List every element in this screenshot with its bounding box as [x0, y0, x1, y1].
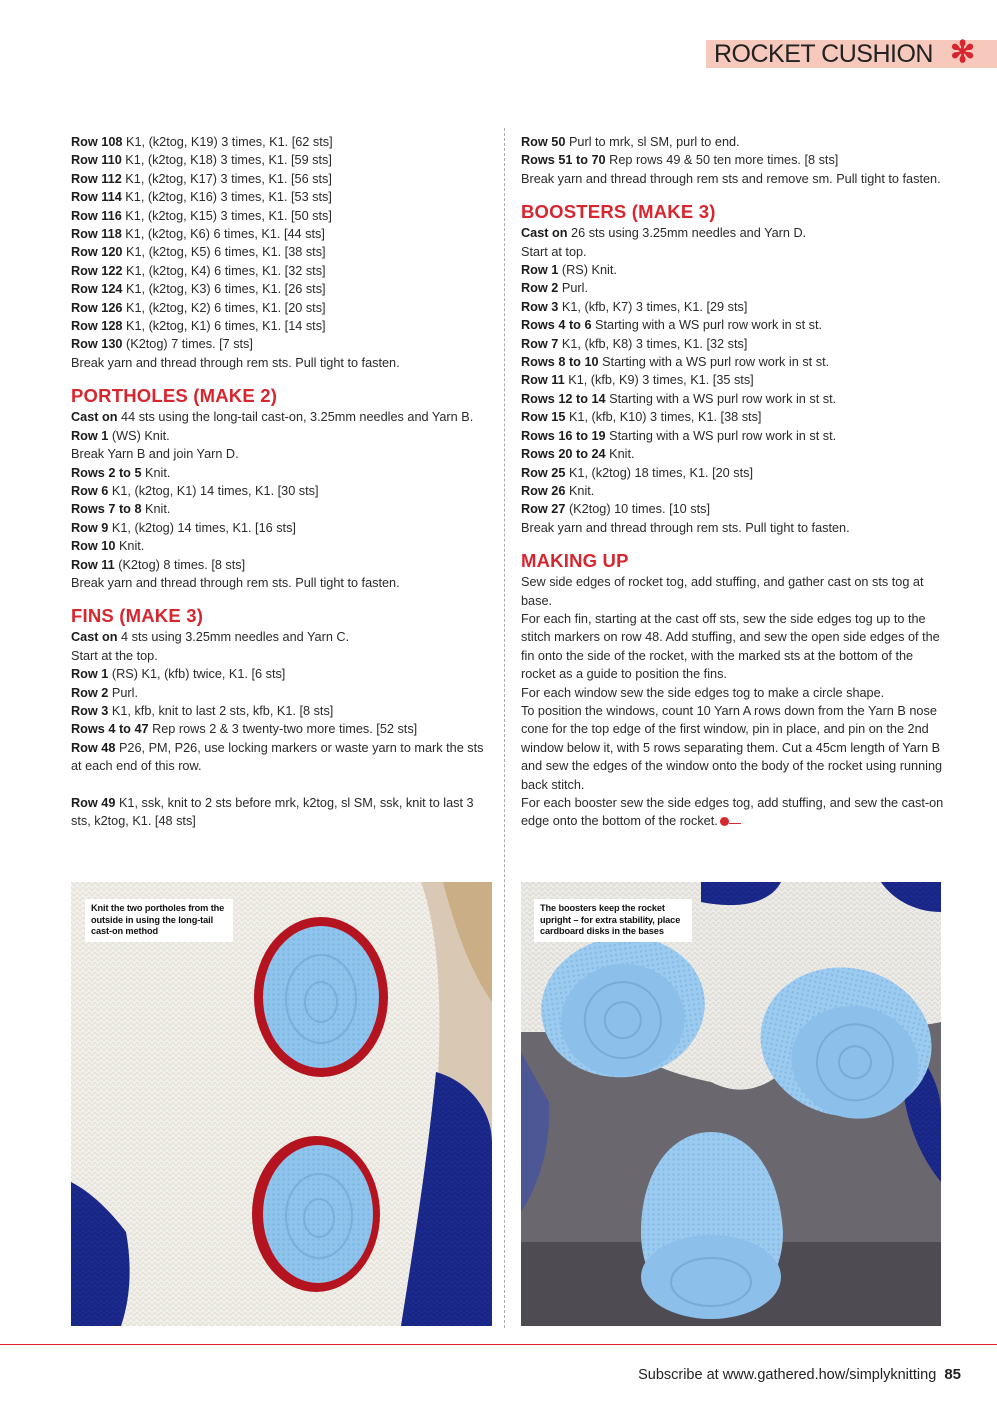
row-text: To position the windows, count 10 Yarn A rows down from the Yarn B nose cone for the top edge of the first window, pin in place, and pin on the 2nd window below it, with 5 rows separating them. Cut a 45cm length of Yarn B and sew the edges of the window onto the body of the rocket using running back stitch. [521, 703, 943, 792]
row-text: Rep rows 49 & 50 ten more times. [8 sts] [605, 153, 839, 168]
row-text: K1, (k2tog, K18) 3 times, K1. [59 sts] [121, 153, 332, 168]
row-label: Row 120 [71, 245, 123, 260]
row-text: Knit. [141, 465, 171, 480]
row-text: K1, (k2tog, K6) 6 times, K1. [44 sts] [121, 227, 325, 242]
instruction-line [71, 133, 486, 151]
instruction-line [71, 482, 486, 500]
instruction-line [521, 261, 946, 279]
row-text: 4 sts using 3.25mm needles and Yarn C. [117, 630, 350, 645]
row-text: (WS) Knit. [108, 428, 170, 443]
footer-subscribe-link[interactable]: Subscribe at www.gathered.how/simplyknitting [638, 1367, 937, 1383]
instruction-line [521, 500, 946, 518]
photo-caption-right: The boosters keep the rocket upright – for extra stability, place cardboard disks in the bases [534, 899, 692, 942]
row-text: Knit. [605, 447, 635, 462]
row-text: Knit. [141, 502, 171, 517]
row-text: Knit. [115, 539, 145, 554]
instruction-line [71, 556, 486, 574]
row-label: Row 114 [71, 190, 122, 205]
header-title: ROCKET CUSHION [714, 40, 933, 68]
row-label: Row 1 [71, 667, 109, 682]
row-text: K1, (k2tog, K3) 6 times, K1. [26 sts] [122, 282, 326, 297]
right-column [521, 133, 946, 831]
instruction-line [521, 279, 946, 297]
row-text: K1, (k2tog) 18 times, K1. [20 sts] [565, 465, 753, 480]
instruction-line [521, 408, 946, 426]
instruction-line [71, 427, 486, 445]
instruction-line [521, 316, 946, 334]
instruction-line [71, 739, 486, 776]
end-marker-icon [720, 817, 729, 826]
instruction-line [71, 170, 486, 188]
boosters-illustration [521, 882, 941, 1326]
instruction-line [521, 445, 946, 463]
instruction-line [71, 207, 486, 225]
row-label: Row 48 [71, 740, 116, 755]
instruction-line [521, 170, 946, 188]
row-label: Row 7 [521, 336, 559, 351]
section-heading: FINS (MAKE 3) [71, 605, 204, 627]
row-label: Row 10 [71, 539, 116, 554]
instruction-line [521, 298, 946, 316]
row-text: K1, (k2tog, K16) 3 times, K1. [53 sts] [121, 190, 332, 205]
row-text: K1, kfb, knit to last 2 sts, kfb, K1. [8 sts] [108, 703, 334, 718]
row-label: Row 49 [71, 795, 116, 810]
row-text: Sew side edges of rocket tog, add stuffing, and gather cast on sts tog at base. [521, 575, 924, 608]
column-divider [504, 128, 505, 1328]
row-label: Row 3 [521, 299, 559, 314]
row-label: Rows 4 to 47 [71, 722, 149, 737]
instruction-line [71, 537, 486, 555]
row-text: (RS) K1, (kfb) twice, K1. [6 sts] [108, 667, 286, 682]
end-marker-tail [729, 823, 741, 824]
instruction-line [71, 702, 486, 720]
row-text: (K2tog) 8 times. [8 sts] [114, 557, 246, 572]
row-label: Row 11 [521, 373, 565, 388]
row-label: Rows 16 to 19 [521, 428, 606, 443]
row-label: Row 9 [71, 520, 109, 535]
row-label: Rows 51 to 70 [521, 153, 606, 168]
instruction-line [521, 464, 946, 482]
row-text: Starting with a WS purl row work in st st. [605, 428, 837, 443]
instruction-line [71, 317, 486, 335]
row-text: K1, (k2tog, K4) 6 times, K1. [32 sts] [122, 263, 326, 278]
row-text: For each booster sew the side edges tog, add stuffing, and sew the cast-on edge onto the bottom of the rocket. [521, 796, 944, 829]
instruction-line [71, 280, 486, 298]
row-text: (RS) Knit. [558, 263, 617, 278]
row-text: K1, (k2tog, K5) 6 times, K1. [38 sts] [122, 245, 326, 260]
row-text: Starting with a WS purl row work in st st. [591, 318, 823, 333]
row-text: Purl to mrk, sl SM, purl to end. [565, 135, 740, 149]
boosters-photo [521, 882, 941, 1326]
row-label: Row 25 [521, 465, 566, 480]
row-text: 44 sts using the long-tail cast-on, 3.25mm needles and Yarn B. [117, 410, 474, 425]
instruction-line [521, 133, 946, 151]
row-text: K1, ssk, knit to 2 sts before mrk, k2tog, sl SM, ssk, knit to last 3 sts, k2tog, K1. [48 sts] [71, 795, 474, 828]
row-text: Purl. [108, 685, 138, 700]
instruction-line [521, 371, 946, 389]
instruction-line [521, 573, 946, 610]
instruction-line [521, 151, 946, 169]
row-label: Row 50 [521, 135, 566, 149]
row-label: Row 26 [521, 483, 566, 498]
row-label: Row 27 [521, 502, 566, 517]
instruction-line [521, 427, 946, 445]
row-label: Row 112 [71, 171, 122, 186]
row-label: Row 126 [71, 300, 123, 315]
row-label: Rows 4 to 6 [521, 318, 592, 333]
row-label: Row 108 [71, 135, 123, 149]
instruction-line [71, 464, 486, 482]
row-text: For each fin, starting at the cast off sts, sew the side edges tog up to the stitch markers on row 48. Add stuffing, and sew the open side edges of the fin onto the side of the rocket, with the marked sts at the bottom of the rocket as a guide to position the fins. [521, 611, 940, 682]
row-label: Rows 12 to 14 [521, 391, 606, 406]
instruction-line [71, 500, 486, 518]
row-label: Row 3 [71, 703, 109, 718]
row-text: K1, (k2tog, K17) 3 times, K1. [56 sts] [121, 171, 332, 186]
instruction-line [71, 647, 486, 665]
instruction-line [71, 574, 486, 592]
footer-rule [0, 1344, 997, 1345]
instruction-line [71, 188, 486, 206]
page-number: 85 [944, 1366, 961, 1383]
row-text: K1, (k2tog) 14 times, K1. [16 sts] [108, 520, 296, 535]
row-label: Rows 8 to 10 [521, 355, 599, 370]
row-text: Break yarn and thread through rem sts. Pull tight to fasten. [71, 575, 400, 590]
instruction-line [521, 610, 946, 684]
row-text: K1, (k2tog, K19) 3 times, K1. [62 sts] [122, 135, 333, 149]
row-label: Row 11 [71, 557, 115, 572]
instruction-line [71, 225, 486, 243]
row-text: Rep rows 2 & 3 twenty-two more times. [52 sts] [148, 722, 418, 737]
instruction-line [521, 335, 946, 353]
row-label: Row 128 [71, 319, 123, 334]
instruction-line [71, 794, 486, 831]
row-label: Rows 2 to 5 [71, 465, 142, 480]
instruction-line [521, 243, 946, 261]
instruction-line [521, 353, 946, 371]
instruction-line [71, 151, 486, 169]
row-label: Row 110 [71, 153, 122, 168]
row-text: Starting with a WS purl row work in st st. [598, 355, 830, 370]
instruction-line [71, 243, 486, 261]
portholes-photo [71, 882, 492, 1326]
instruction-line [521, 390, 946, 408]
instruction-line [71, 684, 486, 702]
row-label: Row 6 [71, 483, 109, 498]
section-heading: MAKING UP [521, 550, 629, 572]
row-text: K1, (k2tog, K15) 3 times, K1. [50 sts] [121, 208, 332, 223]
left-column [71, 133, 486, 830]
row-label: Row 1 [521, 263, 559, 278]
row-text: Break Yarn B and join Yarn D. [71, 447, 239, 462]
instruction-line [521, 684, 946, 702]
row-label: Row 15 [521, 410, 566, 425]
row-text: K1, (kfb, K8) 3 times, K1. [32 sts] [558, 336, 748, 351]
row-text: K1, (kfb, K7) 3 times, K1. [29 sts] [558, 299, 748, 314]
row-label: Rows 7 to 8 [71, 502, 142, 517]
row-label: Cast on [71, 630, 118, 645]
instruction-line [71, 299, 486, 317]
row-text: (K2tog) 10 times. [10 sts] [565, 502, 710, 517]
row-label: Row 130 [71, 337, 123, 352]
instruction-line [71, 408, 486, 426]
instruction-line [71, 445, 486, 463]
row-label: Cast on [521, 226, 568, 241]
instruction-line [71, 519, 486, 537]
row-label: Cast on [71, 410, 118, 425]
row-label: Row 2 [71, 685, 109, 700]
row-text: Start at top. [521, 244, 587, 259]
row-text: K1, (kfb, K10) 3 times, K1. [38 sts] [565, 410, 762, 425]
row-text: K1, (k2tog, K1) 14 times, K1. [30 sts] [108, 483, 319, 498]
row-text: Break yarn and thread through rem sts. Pull tight to fasten. [71, 355, 400, 370]
row-label: Row 116 [71, 208, 122, 223]
asterisk-icon: ✻ [950, 36, 976, 69]
row-text: 26 sts using 3.25mm needles and Yarn D. [567, 226, 807, 241]
row-text: K1, (k2tog, K2) 6 times, K1. [20 sts] [122, 300, 326, 315]
footer [638, 1366, 961, 1383]
row-label: Rows 20 to 24 [521, 447, 606, 462]
instruction-line [71, 720, 486, 738]
row-text: K1, (k2tog, K1) 6 times, K1. [14 sts] [122, 319, 326, 334]
row-label: Row 2 [521, 281, 559, 296]
row-text: Break yarn and thread through rem sts. Pull tight to fasten. [521, 520, 850, 535]
instruction-line [521, 794, 946, 831]
row-text: For each window sew the side edges tog to make a circle shape. [521, 685, 885, 700]
row-label: Row 118 [71, 227, 122, 242]
instruction-line [71, 262, 486, 280]
row-text: Starting with a WS purl row work in st st. [605, 391, 837, 406]
photo-caption-left: Knit the two portholes from the outside in using the long-tail cast-on method [85, 899, 233, 942]
row-text: Break yarn and thread through rem sts and remove sm. Pull tight to fasten. [521, 171, 941, 186]
row-text: Knit. [565, 483, 595, 498]
row-label: Row 124 [71, 282, 123, 297]
paragraph-gap [71, 776, 486, 794]
instruction-line [521, 702, 946, 794]
row-text: Purl. [558, 281, 588, 296]
row-label: Row 122 [71, 263, 123, 278]
instruction-line [71, 665, 486, 683]
row-label: Row 1 [71, 428, 109, 443]
instruction-line [521, 224, 946, 242]
instruction-line [71, 628, 486, 646]
section-heading: PORTHOLES (MAKE 2) [71, 385, 278, 407]
instruction-line [521, 519, 946, 537]
section-heading: BOOSTERS (MAKE 3) [521, 201, 716, 223]
row-text: K1, (kfb, K9) 3 times, K1. [35 sts] [564, 373, 754, 388]
row-text: P26, PM, P26, use locking markers or waste yarn to mark the sts at each end of this row. [71, 740, 484, 774]
portholes-illustration [71, 882, 492, 1326]
row-text: Start at the top. [71, 648, 158, 663]
instruction-line [71, 335, 486, 353]
instruction-line [521, 482, 946, 500]
instruction-line [71, 354, 486, 372]
row-text: (K2tog) 7 times. [7 sts] [122, 337, 253, 352]
